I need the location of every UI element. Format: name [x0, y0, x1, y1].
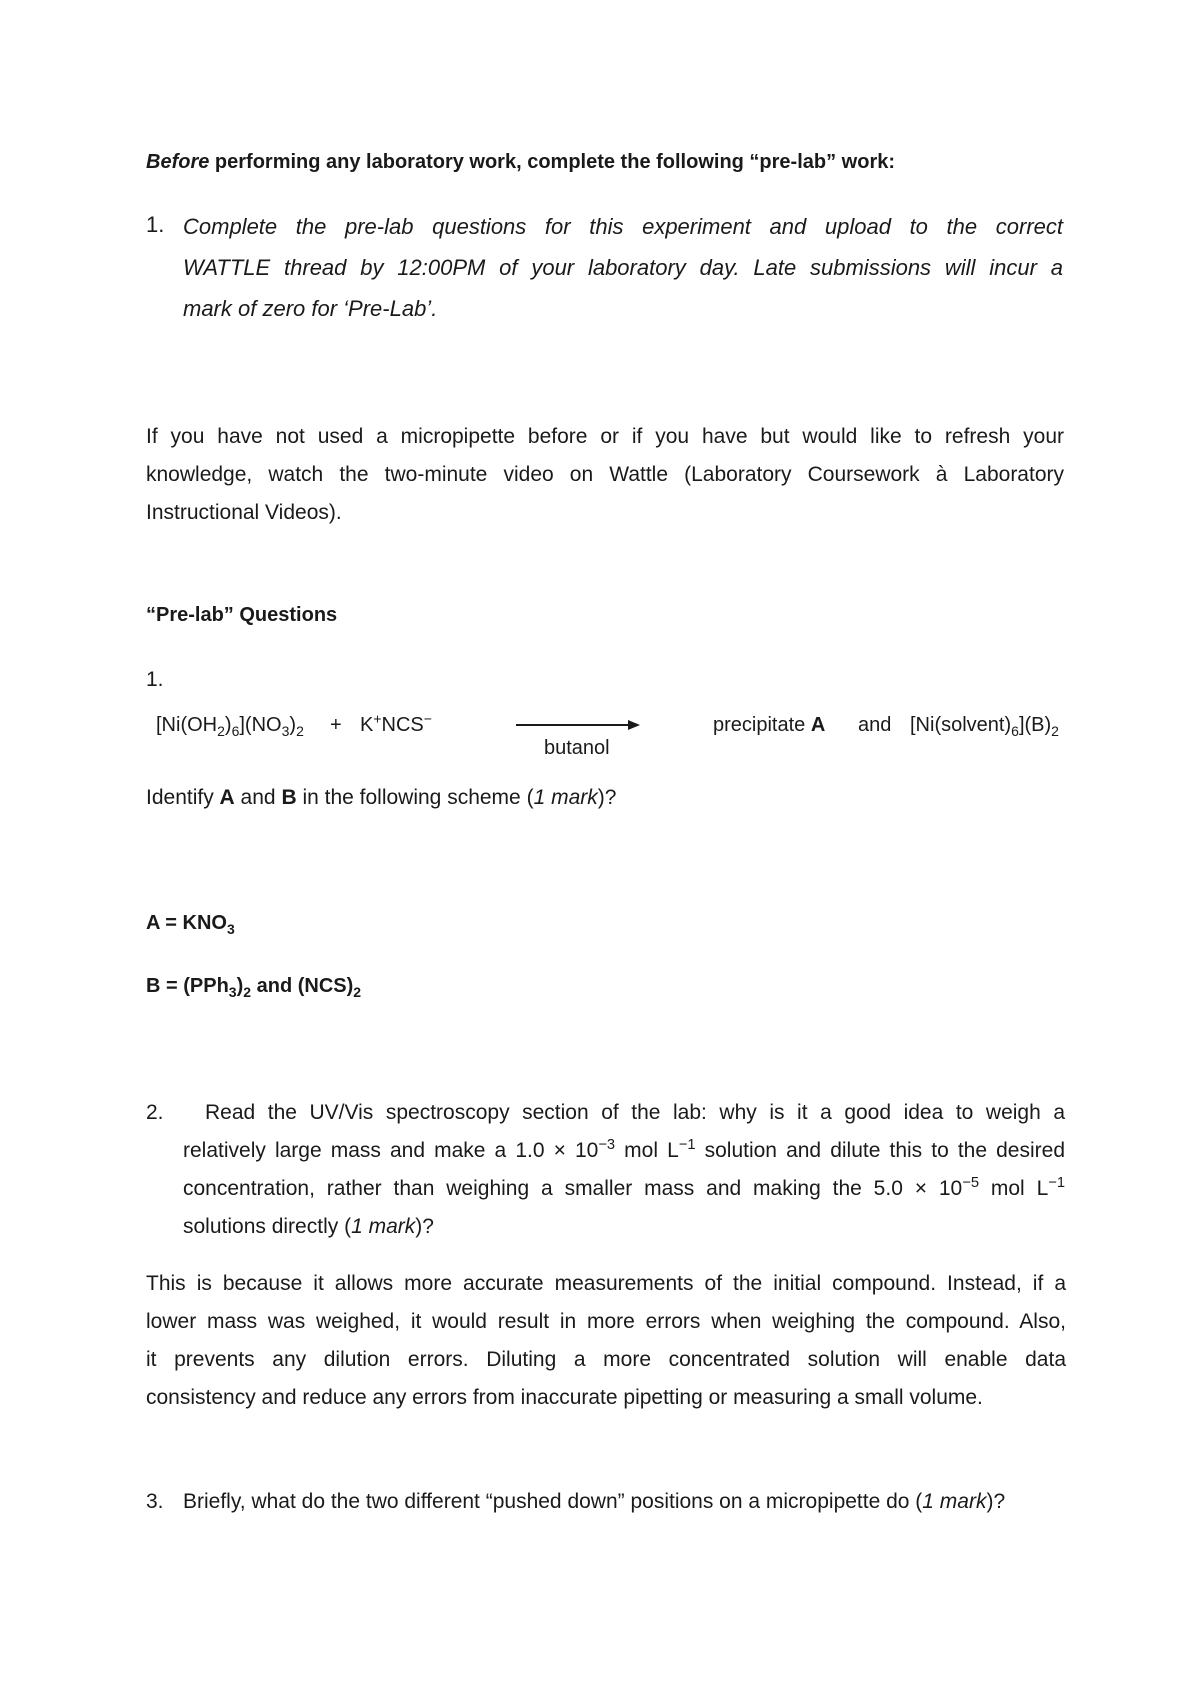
- answer-b: $B = (PPh_3)_2$ and $(NCS)_2$: [146, 975, 362, 1000]
- reaction-arrow: [516, 718, 640, 732]
- task1-line: WATTLE thread by 12:00PM of your laboratory day. Late submissions will incur a: [183, 255, 1063, 280]
- task1-number: 1.: [146, 212, 165, 237]
- intro-before: Before: [146, 151, 210, 173]
- micropipette-line: Instructional Videos).: [146, 501, 342, 524]
- q2-number: 2.: [146, 1101, 164, 1124]
- q2-line-3: concentration, rather than weighing a smaller mass and making the $5.0 \times 10^{-5}$ mol $L^{-1}$: [183, 1175, 1066, 1200]
- q1-number: 1.: [146, 668, 164, 691]
- q2-line-1: Read the UV/Vis spectroscopy section of the lab: why is it a good idea to weigh a: [205, 1101, 1065, 1124]
- intro-rest: performing any laboratory work, complete the following “pre-lab” work:: [209, 151, 896, 173]
- q3-question: Briefly, what do the two different “pushed down” positions on a micropipette do (1 mark)?: [183, 1490, 1006, 1513]
- reactant-2: K+NCS−: [360, 710, 432, 736]
- arrow-label: butanol: [544, 737, 610, 759]
- q2-line-2: relatively large mass and make a $1.0 \times 10^{-3}$ mol $L^{-1}$ solution and dilute this to the desired: [183, 1137, 1066, 1162]
- reactant-1: $[Ni(OH_2)_6](NO_3)_2$: [156, 714, 304, 739]
- q2-answer: [146, 1265, 1066, 1417]
- task1-text: [183, 206, 1063, 329]
- answer-a: $A = KNO_3$: [146, 912, 235, 937]
- task1-line: mark of zero for ‘Pre-Lab’.: [183, 296, 438, 321]
- q1-prompt: Identify A and B in the following scheme (1 mark)?: [146, 786, 617, 809]
- product-complex: $[Ni(solvent)_6](B)_2$: [910, 714, 1059, 739]
- q2-answer-line: it prevents any dilution errors. Diluting a more concentrated solution will enable data: [146, 1348, 1066, 1371]
- q2-line-4: solutions directly (1 mark)?: [183, 1215, 434, 1238]
- micropipette-paragraph: [146, 418, 1064, 532]
- product-precipitate: precipitate A: [713, 714, 826, 736]
- plus-sign: +: [330, 714, 342, 736]
- questions-heading: “Pre-lab” Questions: [146, 604, 338, 626]
- q2-answer-line: This is because it allows more accurate measurements of the initial compound. Instead, if a: [146, 1272, 1066, 1295]
- intro-line: [146, 150, 895, 174]
- task1-line: Complete the pre-lab questions for this experiment and upload to the correct: [183, 214, 1063, 239]
- product-and: and: [858, 714, 892, 736]
- q3-number: 3.: [146, 1490, 164, 1513]
- q2-question: [183, 1094, 1065, 1246]
- micropipette-line: If you have not used a micropipette before or if you have but would like to refresh your: [146, 425, 1064, 448]
- q2-answer-line: lower mass was weighed, it would result in more errors when weighing the compound. Also,: [146, 1310, 1066, 1333]
- micropipette-line: knowledge, watch the two-minute video on Wattle (Laboratory Coursework à Laboratory: [146, 463, 1064, 486]
- q2-answer-line: consistency and reduce any errors from inaccurate pipetting or measuring a small volume.: [146, 1386, 983, 1409]
